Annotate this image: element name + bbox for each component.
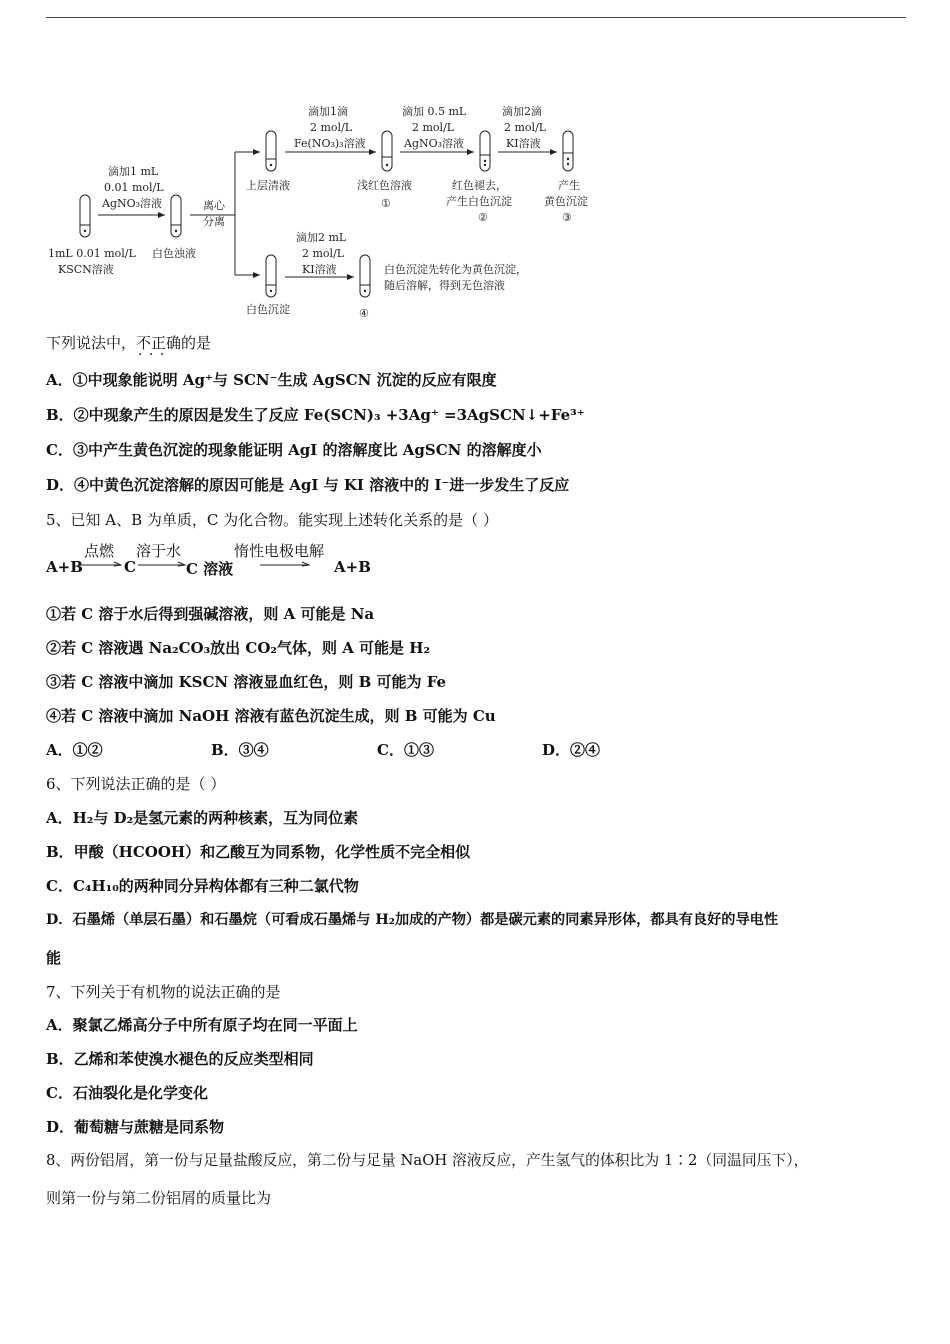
q6-stem: 6、下列说法正确的是（ ） [46, 775, 226, 793]
q4-option-b: B．②中现象产生的原因是发生了反应 Fe(SCN)₃ +3Ag⁺ =3AgSCN↓+Fe³⁺ [46, 406, 585, 424]
tube2-label-2: 产生白色沉淀 [446, 195, 512, 208]
step4-label-1: 滴加2 mL [296, 231, 347, 244]
upper-tube-label: 上层清液 [246, 179, 290, 192]
tube1-label: 浅红色溶液 [357, 179, 412, 192]
step1-label-3: Fe(NO₃)₃溶液 [294, 137, 366, 150]
step4-label-2: 2 mol/L [302, 247, 345, 260]
add1-label-3: AgNO₃溶液 [102, 197, 163, 210]
tube3-label-2: 黄色沉淀 [544, 195, 588, 208]
result4-line-2: 随后溶解，得到无色溶液 [384, 279, 505, 292]
arrow-1 [78, 558, 122, 568]
header-rule [46, 17, 906, 18]
mid-tube-label: 白色浊液 [152, 247, 196, 260]
q5-option-b: B．③④ [211, 741, 269, 759]
arrow-2 [138, 558, 186, 568]
q6-option-d: D．石墨烯（单层石墨）和石墨烷（可看成石墨烯与 H₂加成的产物）都是碳元素的同素异形体，都具有良好的导电性 [46, 912, 779, 928]
q5-statement-2: ②若 C 溶液遇 Na₂CO₃放出 CO₂气体，则 A 可能是 H₂ [46, 639, 431, 657]
q8-line-2: 则第一份与第二份铝屑的质量比为 [46, 1189, 272, 1207]
q7-option-a: A．聚氯乙烯高分子中所有原子均在同一平面上 [46, 1016, 358, 1034]
step1-label-2: 2 mol/L [310, 121, 353, 134]
tube2-label-1: 红色褪去， [452, 179, 507, 192]
reaction-scheme [46, 540, 446, 580]
step2-label-1: 滴加 0.5 mL [402, 105, 467, 118]
step3-label-1: 滴加2滴 [502, 105, 542, 118]
q6-option-d-cont: 能 [46, 949, 62, 967]
tube3-label-1: 产生 [558, 179, 580, 192]
arrow-label-dissolve: 溶于水 [136, 542, 182, 560]
q4-option-c: C．③中产生黄色沉淀的现象能证明 AgI 的溶解度比 AgSCN 的溶解度小 [46, 441, 542, 459]
solution-c: C 溶液 [186, 560, 234, 578]
q5-option-c: C．①③ [377, 741, 434, 759]
arrow-3 [260, 558, 310, 568]
q7-stem: 7、下列关于有机物的说法正确的是 [46, 983, 281, 1001]
experiment-flow-diagram [40, 95, 640, 327]
add1-label-2: 0.01 mol/L [104, 181, 164, 194]
arrow-label-ignite: 点燃 [84, 542, 115, 560]
tube2-number: ② [478, 211, 488, 224]
q5-option-d: D．②④ [542, 741, 601, 759]
tube4-number: ④ [359, 307, 369, 320]
lower-tube-label: 白色沉淀 [246, 303, 290, 316]
q4-option-a: A．①中现象能说明 Ag⁺与 SCN⁻生成 AgSCN 沉淀的反应有限度 [46, 371, 497, 389]
arrow-label-electrolysis: 惰性电极电解 [234, 542, 325, 560]
product-ab: A+B [334, 558, 371, 576]
start-label-2: KSCN溶液 [58, 263, 114, 276]
q5-statement-3: ③若 C 溶液中滴加 KSCN 溶液显血红色，则 B 可能为 Fe [46, 673, 447, 691]
step1-label-1: 滴加1滴 [308, 105, 348, 118]
q7-option-d: D．葡萄糖与蔗糖是同系物 [46, 1118, 225, 1136]
compound-c: C [124, 558, 136, 576]
q7-option-c: C．石油裂化是化学变化 [46, 1084, 208, 1102]
q6-option-c: C．C₄H₁₀的两种同分异构体都有三种二氯代物 [46, 877, 359, 895]
step4-label-3: KI溶液 [302, 263, 337, 276]
q5-statement-1: ①若 C 溶于水后得到强碱溶液，则 A 可能是 Na [46, 605, 375, 623]
q8-line-1: 8、两份铝屑，第一份与足量盐酸反应，第二份与足量 NaOH 溶液反应，产生氢气的体积比为 1∶2（同温同压下）， [46, 1152, 809, 1169]
emphasis-dots: 不正确 · · · [136, 333, 181, 353]
q4-stem: 下列说法中，不正确 · · ·的是 [46, 333, 211, 353]
separate-label-2: 分离 [203, 215, 225, 228]
result4-line-1: 白色沉淀先转化为黄色沉淀， [384, 263, 527, 276]
q6-option-b: B．甲酸（HCOOH）和乙酸互为同系物，化学性质不完全相似 [46, 843, 471, 861]
step3-label-3: KI溶液 [506, 137, 541, 150]
separate-label-1: 离心 [203, 199, 225, 212]
q5-statement-4: ④若 C 溶液中滴加 NaOH 溶液有蓝色沉淀生成，则 B 可能为 Cu [46, 707, 496, 725]
add1-label-1: 滴加1 mL [108, 165, 159, 178]
start-label-1: 1mL 0.01 mol/L [48, 247, 136, 260]
tube1-number: ① [381, 197, 391, 210]
step2-label-3: AgNO₃溶液 [404, 137, 465, 150]
step2-label-2: 2 mol/L [412, 121, 455, 134]
q5-stem: 5、已知 A、B 为单质，C 为化合物。能实现上述转化关系的是（ ） [46, 511, 498, 529]
step3-label-2: 2 mol/L [504, 121, 547, 134]
q4-option-d: D．④中黄色沉淀溶解的原因可能是 AgI 与 KI 溶液中的 I⁻进一步发生了反应 [46, 476, 570, 494]
experiment-figure [40, 95, 640, 327]
q7-option-b: B．乙烯和苯使溴水褪色的反应类型相同 [46, 1050, 314, 1068]
q5-option-a: A．①② [46, 741, 103, 759]
reactant-ab: A+B [46, 558, 83, 576]
q6-option-a: A．H₂与 D₂是氢元素的两种核素，互为同位素 [46, 809, 359, 827]
tube3-number: ③ [562, 211, 572, 224]
